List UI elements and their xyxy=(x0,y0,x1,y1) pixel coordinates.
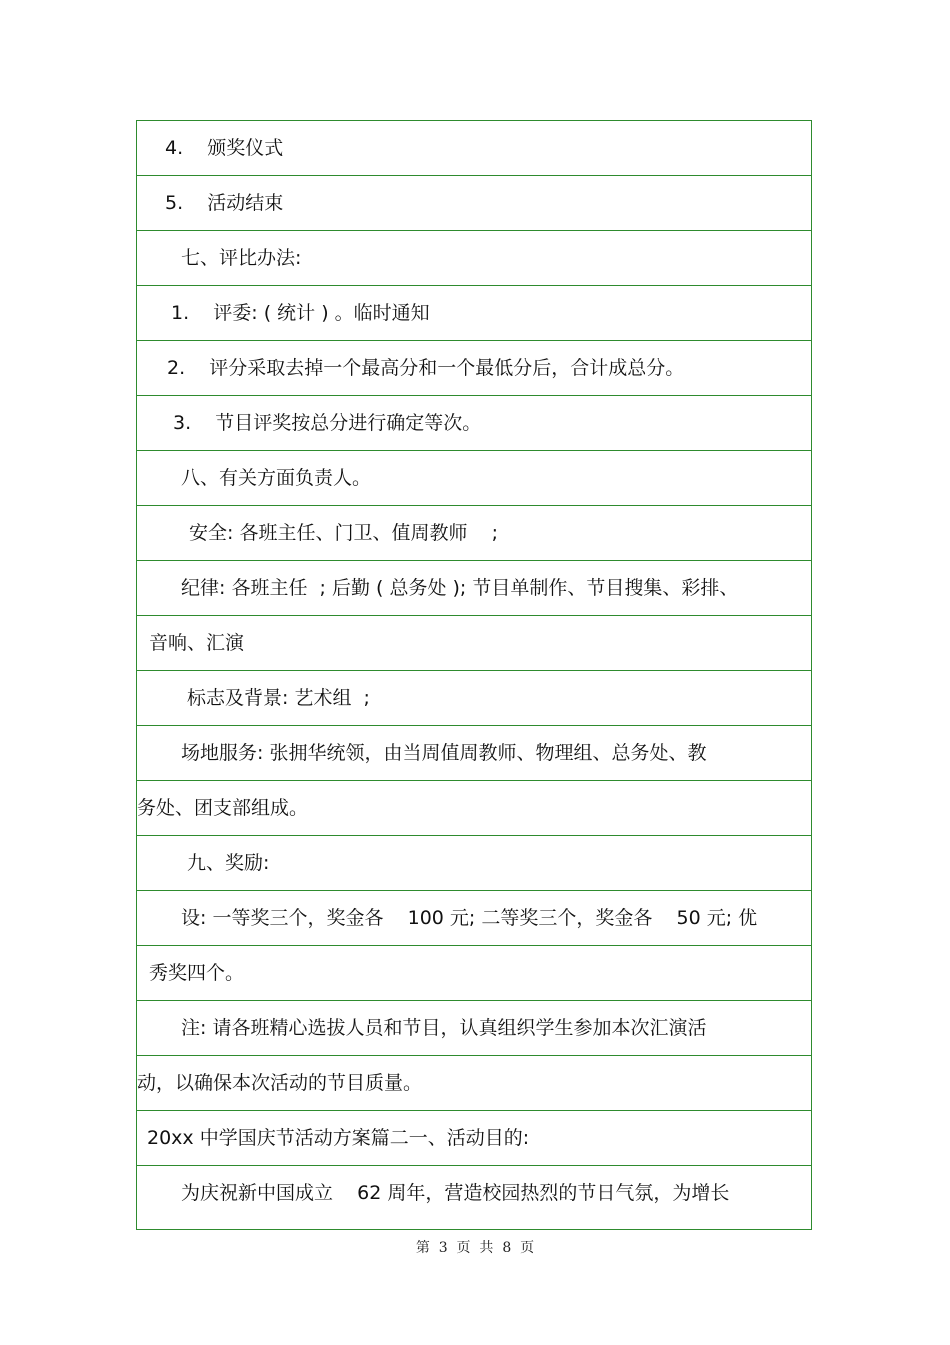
list-item: 2. 评分采取去掉一个最高分和一个最低分后，合计成总分。 xyxy=(167,357,685,379)
section-heading: 八、有关方面负责人。 xyxy=(181,467,372,489)
paragraph-line: 标志及背景: 艺术组 ; xyxy=(187,687,370,709)
table-row xyxy=(137,726,811,781)
table-row xyxy=(137,836,811,891)
table-row xyxy=(137,781,811,836)
paragraph-line: 动，以确保本次活动的节目质量。 xyxy=(137,1072,423,1094)
table-row xyxy=(137,1056,811,1111)
list-item: 5. 活动结束 xyxy=(165,192,284,214)
table-row xyxy=(137,946,811,1001)
paragraph-line: 场地服务: 张拥华统领，由当周值周教师、物理组、总务处、教 xyxy=(181,742,707,764)
section-heading: 九、奖励: xyxy=(187,852,270,874)
table-row xyxy=(137,176,811,231)
table-row xyxy=(137,121,811,176)
list-item: 1. 评委: ( 统计 ) 。临时通知 xyxy=(171,302,430,324)
table-row xyxy=(137,1166,811,1221)
page-number-footer: 第 3 页 共 8 页 xyxy=(415,1240,535,1256)
table-row xyxy=(137,891,811,946)
list-item: 3. 节目评奖按总分进行确定等次。 xyxy=(173,412,482,434)
list-item: 4. 颁奖仪式 xyxy=(165,137,284,159)
table-row xyxy=(137,506,811,561)
paragraph-line: 注: 请各班精心选拔人员和节目，认真组织学生参加本次汇演活 xyxy=(181,1017,707,1039)
table-row xyxy=(137,1001,811,1056)
paragraph-line: 秀奖四个。 xyxy=(149,962,245,984)
paragraph-line: 务处、团支部组成。 xyxy=(137,797,309,819)
table-row xyxy=(137,231,811,286)
table-row xyxy=(137,341,811,396)
table-row xyxy=(137,616,811,671)
paragraph-line: 安全: 各班主任、门卫、值周教师 ; xyxy=(189,522,499,544)
paragraph-line: 纪律: 各班主任 ; 后勤 ( 总务处 ); 节目单制作、节目搜集、彩排、 xyxy=(181,577,739,599)
table-row xyxy=(137,286,811,341)
document-table xyxy=(136,120,812,1230)
table-row xyxy=(137,1111,811,1166)
paragraph-line: 音响、汇演 xyxy=(149,632,245,654)
section-heading: 七、评比办法: xyxy=(181,247,302,269)
paragraph-line: 设: 一等奖三个，奖金各 100 元; 二等奖三个，奖金各 50 元; 优 xyxy=(181,907,758,929)
table-row xyxy=(137,396,811,451)
table-row xyxy=(137,451,811,506)
paragraph-line: 为庆祝新中国成立 62 周年，营造校园热烈的节日气氛，为增长 xyxy=(181,1182,730,1204)
table-row xyxy=(137,561,811,616)
section-heading: 20xx 中学国庆节活动方案篇二一、活动目的: xyxy=(147,1127,530,1149)
table-row xyxy=(137,671,811,726)
